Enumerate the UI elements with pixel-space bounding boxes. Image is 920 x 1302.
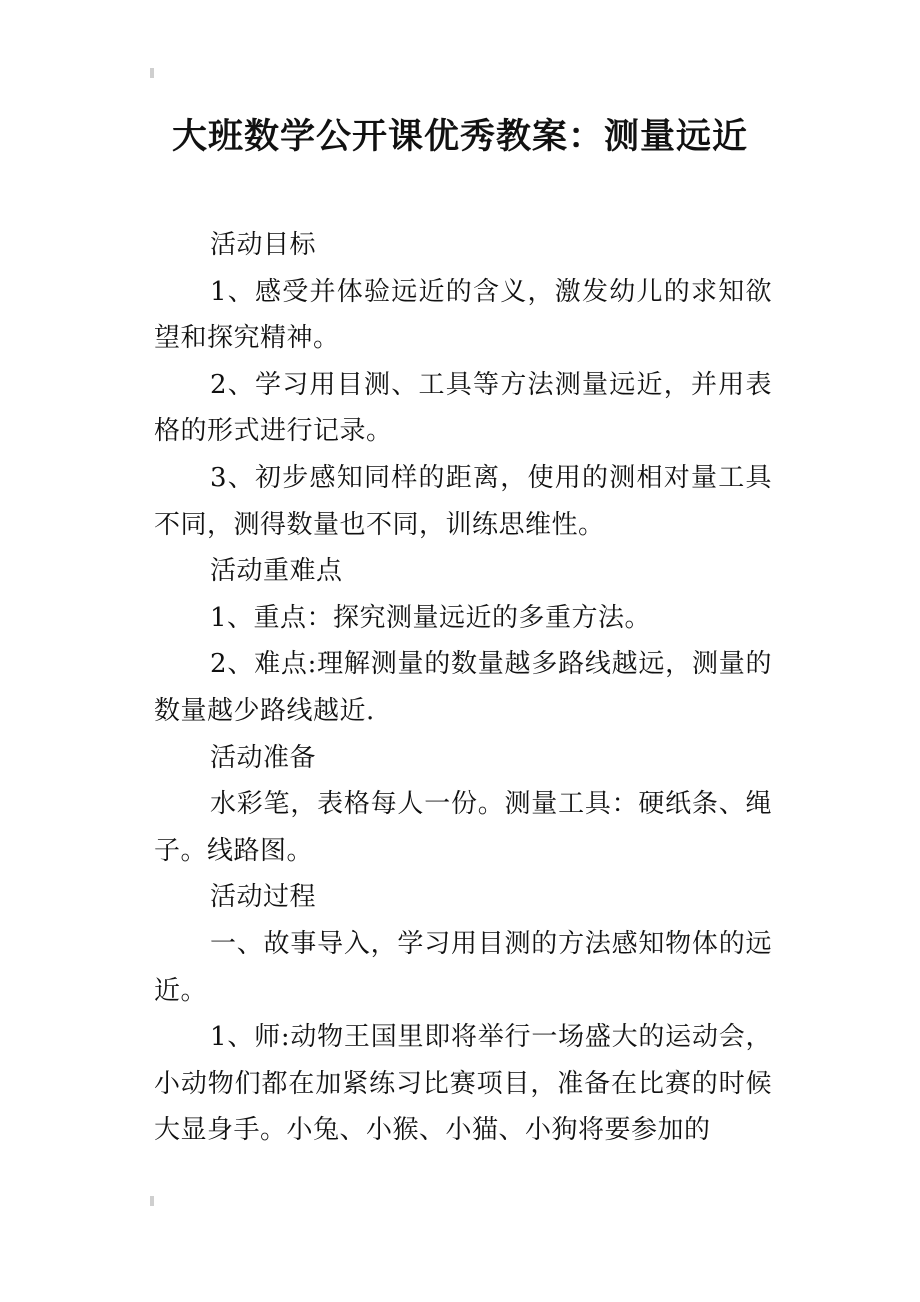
document-title: 大班数学公开课优秀教案：测量远近 <box>171 117 748 157</box>
section-heading-process: 活动过程 <box>210 882 317 913</box>
goal-item-1: 1、感受并体验远近的含义，激发幼儿的求知欲望和探究精神。 <box>154 276 772 354</box>
process-step-1: 一、故事导入，学习用目测的方法感知物体的远近。 <box>154 928 772 1006</box>
section-heading-goals: 活动目标 <box>210 230 317 260</box>
process-step-1-detail: 1、师:动物王国里即将举行一场盛大的运动会，小动物们都在加紧练习比赛项目，准备在比赛的时候大显身手。小兔、小猴、小猫、小狗将要参加的 <box>154 1022 772 1146</box>
section-heading-preparation: 活动准备 <box>210 742 317 773</box>
goal-item-2: 2、学习用目测、工具等方法测量远近，并用表格的形式进行记录。 <box>154 369 772 447</box>
document-body <box>154 222 772 1154</box>
key-point-item-1: 1、重点：探究测量远近的多重方法。 <box>210 602 652 633</box>
page-corner-mark-bottom <box>150 1196 154 1206</box>
goal-item-3: 3、初步感知同样的距离，使用的测相对量工具不同，测得数量也不同，训练思维性。 <box>154 462 772 540</box>
page-corner-mark-top <box>150 68 154 78</box>
preparation-text: 水彩笔，表格每人一份。测量工具：硬纸条、绳子。线路图。 <box>154 789 772 866</box>
section-heading-key-points: 活动重难点 <box>210 556 343 587</box>
key-point-item-2: 2、难点:理解测量的数量越多路线越远，测量的数量越少路线越近. <box>154 649 772 726</box>
